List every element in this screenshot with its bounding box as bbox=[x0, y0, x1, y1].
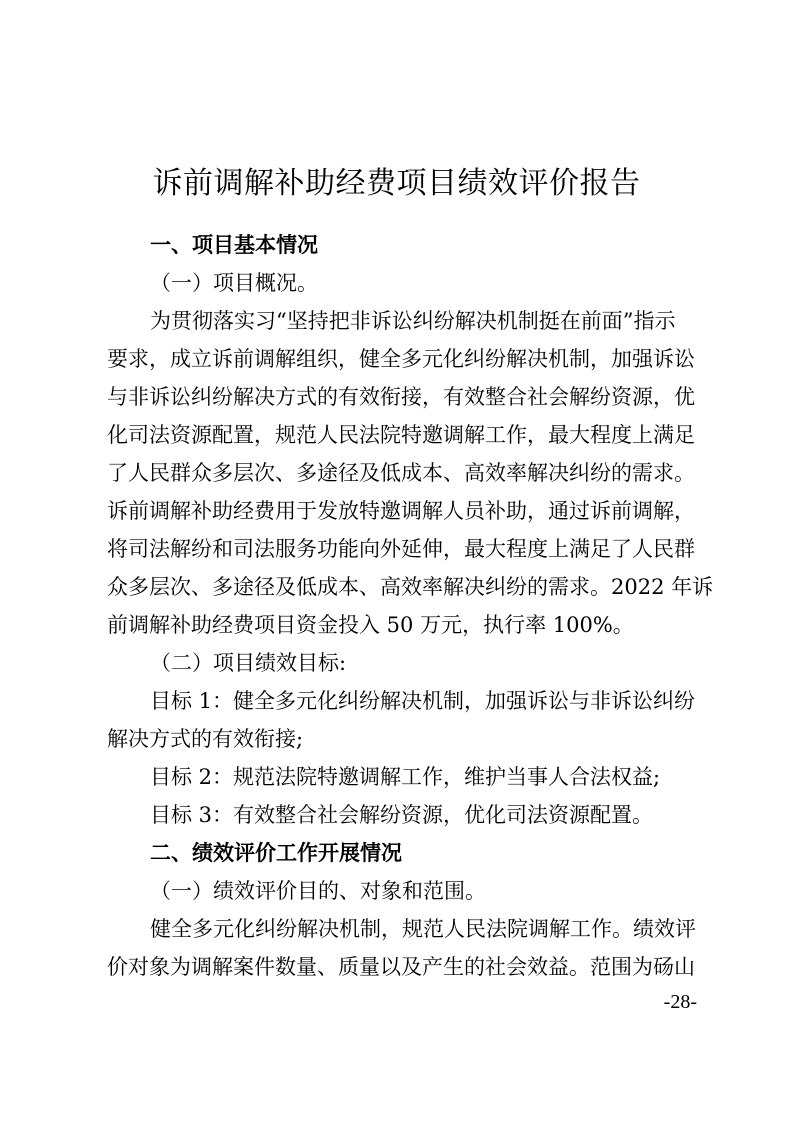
goal-line: 解决方式的有效衔接; bbox=[107, 727, 304, 751]
goal-line: 目标 2：规范法院特邀调解工作，维护当事人合法权益; bbox=[150, 765, 661, 789]
paragraph-line: 为贯彻落实习“坚持把非诉讼纠纷解决机制挺在前面”指示 bbox=[150, 309, 676, 333]
paragraph-line: 健全多元化纠纷解决机制，规范人民法院调解工作。绩效评 bbox=[150, 917, 696, 941]
subsection-heading: （一）项目概况。 bbox=[150, 271, 318, 295]
goal-line: 目标 1：健全多元化纠纷解决机制，加强诉讼与非诉讼纠纷 bbox=[150, 689, 696, 713]
paragraph-line: 与非诉讼纠纷解决方式的有效衔接，有效整合社会解纷资源，优 bbox=[107, 385, 695, 409]
subsection-heading: （一）绩效评价目的、对象和范围。 bbox=[150, 879, 486, 903]
paragraph-line: 众多层次、多途径及低成本、高效率解决纠纷的需求。2022 年诉 bbox=[107, 575, 714, 599]
paragraph-line: 化司法资源配置，规范人民法院特邀调解工作，最大程度上满足 bbox=[107, 423, 695, 447]
paragraph-line: 价对象为调解案件数量、质量以及产生的社会效益。范围为砀山 bbox=[107, 955, 695, 979]
section-heading-2: 二、绩效评价工作开展情况 bbox=[150, 841, 402, 865]
paragraph-line: 要求，成立诉前调解组织，健全多元化纠纷解决机制，加强诉讼 bbox=[107, 347, 695, 371]
page-number: -28- bbox=[663, 991, 697, 1013]
paragraph-line: 诉前调解补助经费用于发放特邀调解人员补助，通过诉前调解， bbox=[107, 499, 695, 523]
paragraph-line: 了人民群众多层次、多途径及低成本、高效率解决纠纷的需求。 bbox=[107, 461, 695, 485]
document-title: 诉前调解补助经费项目绩效评价报告 bbox=[152, 166, 641, 201]
paragraph-line: 前调解补助经费项目资金投入 50 万元，执行率 100%。 bbox=[107, 613, 634, 637]
paragraph-line: 将司法解纷和司法服务功能向外延伸，最大程度上满足了人民群 bbox=[107, 537, 695, 561]
goal-line: 目标 3：有效整合社会解纷资源，优化司法资源配置。 bbox=[150, 803, 654, 827]
subsection-heading: （二）项目绩效目标: bbox=[150, 651, 347, 675]
section-heading-1: 一、项目基本情况 bbox=[150, 233, 318, 257]
